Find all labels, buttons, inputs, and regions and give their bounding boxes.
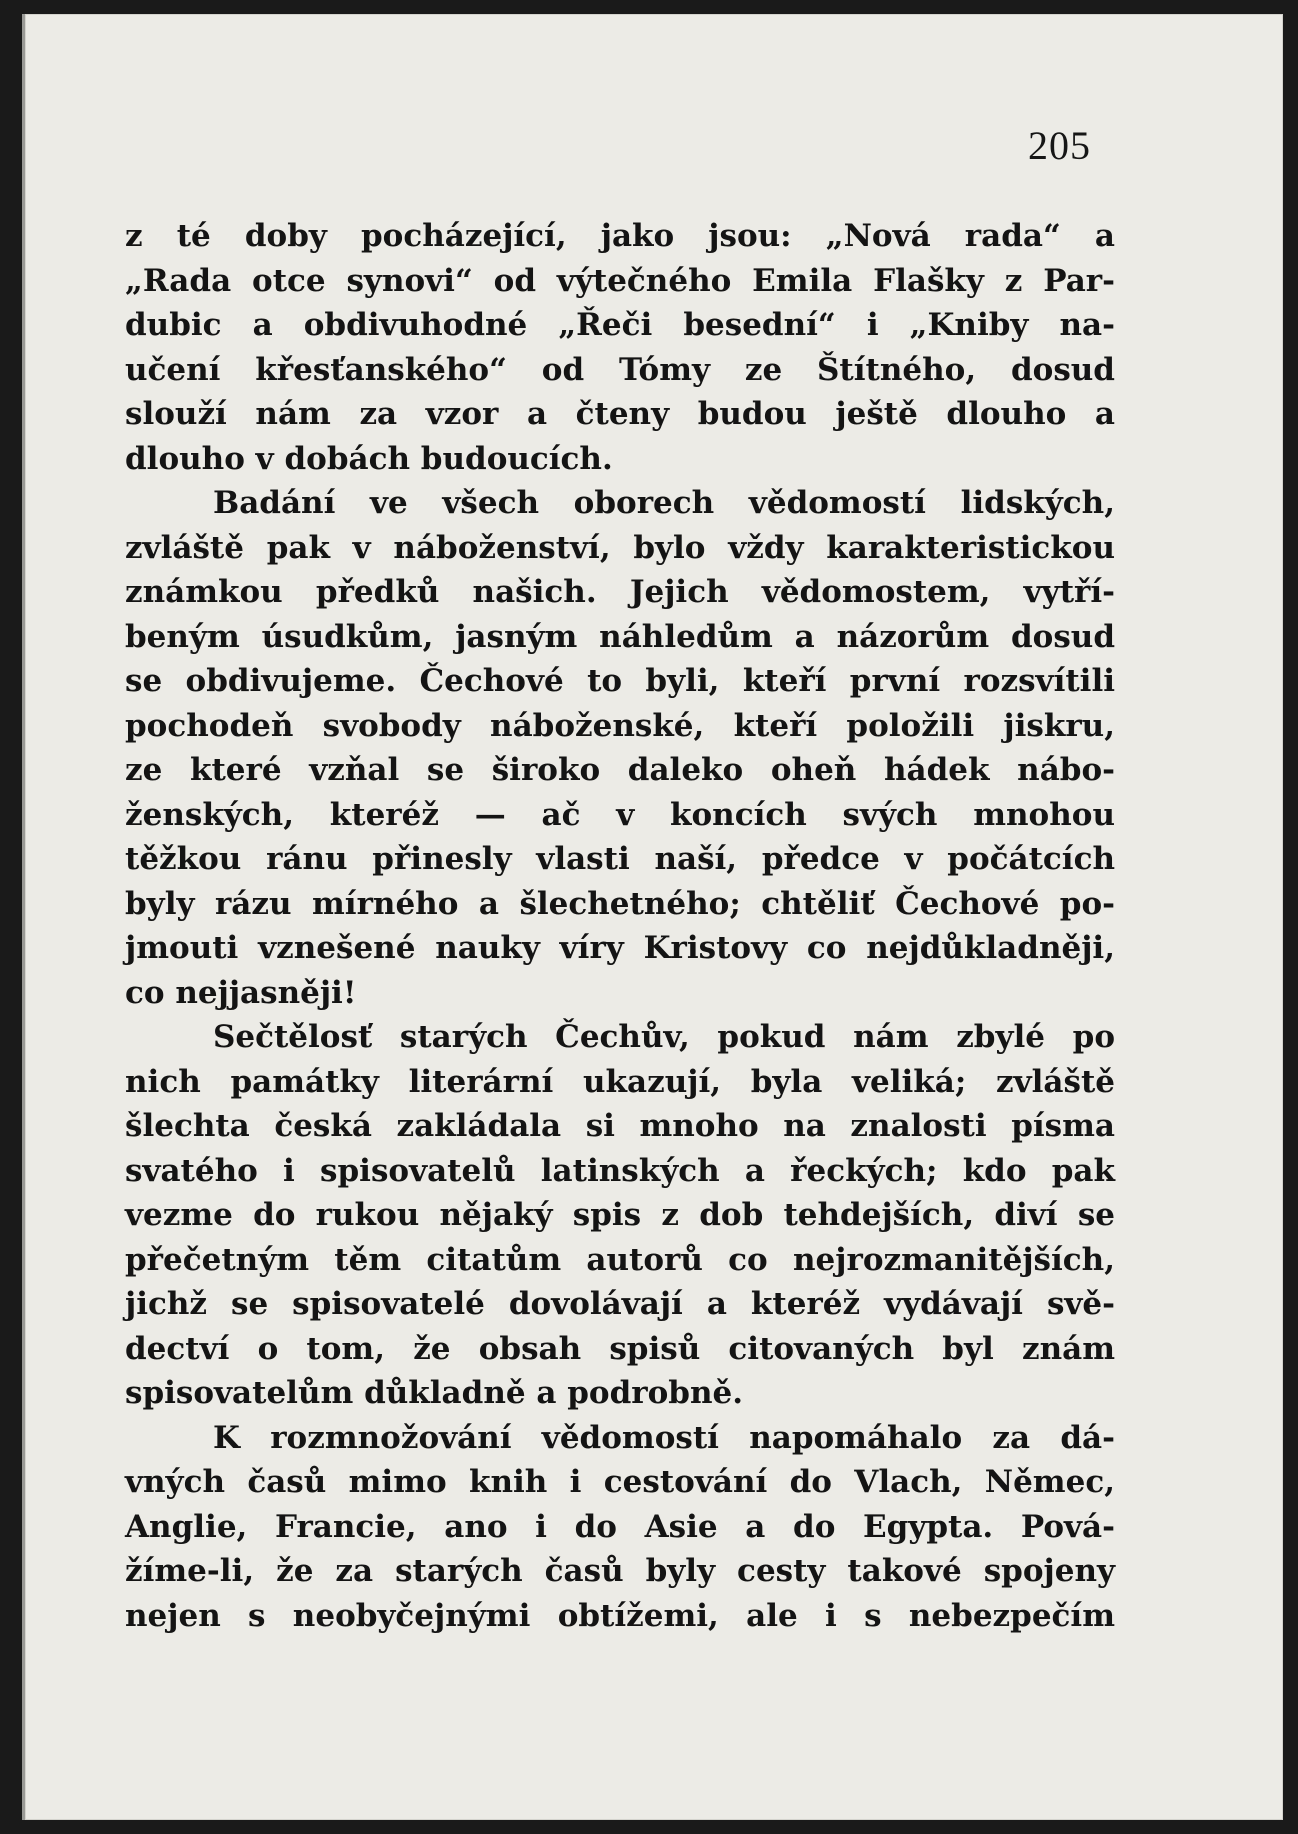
text-line: dlouho v dobách budoucích.	[125, 440, 613, 477]
text-line: se obdivujeme. Čechové to byli, kteří první rozsvítili	[125, 663, 1115, 699]
text-line: „Rada otce synovi“ od výtečného Emila Flašky z Par-	[125, 262, 1115, 299]
text-line: žíme-li, že za starých časů byly cesty takové spojeny	[125, 1553, 1115, 1589]
page-text	[125, 214, 1115, 1638]
text-line: ze které vzňal se široko daleko oheň hádek nábo-	[125, 752, 1115, 788]
text-line: dubic a obdivuhodné „Řeči besední“ i „Kniby na-	[125, 307, 1115, 343]
text-line: Badání ve všech oborech vědomostí lidských,	[213, 485, 1115, 521]
text-line: pochodeň svobody náboženské, kteří položili jiskru,	[125, 707, 1115, 744]
text-line: vezme do rukou nějaký spis z dob tehdejších, diví se	[125, 1197, 1115, 1233]
page-number: 205	[1028, 123, 1091, 168]
book-page	[22, 14, 1283, 1820]
text-line: co nejjasněji!	[125, 974, 357, 1011]
text-line: z té doby pocházející, jako jsou: „Nová rada“ a	[125, 218, 1115, 254]
text-line: učení křesťanského“ od Tómy ze Štítného, dosud	[125, 351, 1115, 388]
text-line: jmouti vznešené nauky víry Kristovy co nejdůkladněji,	[125, 930, 1115, 966]
text-line: ženských, kteréž — ač v koncích svých mnohou	[125, 796, 1115, 833]
text-line: vných časů mimo knih i cestování do Vlach, Němec,	[125, 1464, 1115, 1500]
text-line: svatého i spisovatelů latinských a řeckých; kdo pak	[125, 1152, 1115, 1189]
text-line: šlechta česká zakládala si mnoho na znalosti písma	[125, 1108, 1115, 1144]
text-line: známkou předků našich. Jejich vědomostem, vytří-	[125, 574, 1115, 610]
text-line: slouží nám za vzor a čteny budou ještě dlouho a	[125, 396, 1115, 432]
text-line: dectví o tom, že obsah spisů citovaných byl znám	[125, 1330, 1115, 1367]
text-line: spisovatelům důkladně a podrobně.	[125, 1375, 744, 1411]
text-line: Anglie, Francie, ano i do Asie a do Egypta. Pová-	[125, 1508, 1115, 1545]
text-line: přečetným těm citatům autorů co nejrozmanitějších,	[125, 1241, 1115, 1278]
text-line: Sečtělosť starých Čechův, pokud nám zbylé po	[213, 1019, 1115, 1055]
text-line: jichž se spisovatelé dovolávají a kteréž vydávají svě-	[125, 1286, 1115, 1322]
text-line: beným úsudkům, jasným náhledům a názorům dosud	[125, 618, 1115, 655]
text-line: těžkou ránu přinesly vlasti naší, předce v počátcích	[125, 841, 1115, 877]
text-line: nich památky literární ukazují, byla veliká; zvláště	[125, 1063, 1115, 1100]
text-line: nejen s neobyčejnými obtížemi, ale i s nebezpečím	[125, 1597, 1115, 1634]
text-line: byly rázu mírného a šlechetného; chtěliť Čechové po-	[125, 885, 1115, 922]
text-line: K rozmnožování vědomostí napomáhalo za dá-	[213, 1419, 1115, 1456]
text-line: zvláště pak v náboženství, bylo vždy karakteristickou	[125, 529, 1115, 566]
